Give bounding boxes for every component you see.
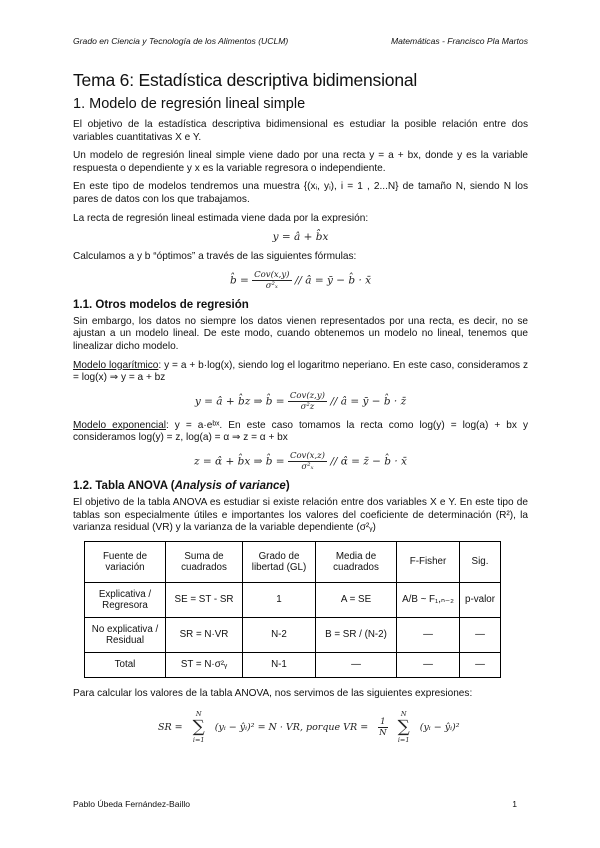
sigma-glyph: ∑ <box>192 717 205 738</box>
section-1-paragraph-4: La recta de regresión lineal estimada viene dada por la expresión: <box>73 212 369 224</box>
eq4-fraction <box>288 451 327 472</box>
section-1-1-heading: 1.1. Otros modelos de regresión <box>73 298 249 311</box>
table-header-cell: Sig. <box>460 541 501 582</box>
anova-table <box>84 541 501 678</box>
sum-upper-limit: N <box>400 710 407 719</box>
section-1-1-paragraph-1: Sin embargo, los datos no siempre los datos vienen representados por una recta, es decir, no se ajustan a un modelo lineal. De este modo, cuando obtenemos un modelo no lineal, tenemos que linealizar dicho modelo. <box>73 315 528 352</box>
vr-denominator: N <box>379 728 387 739</box>
page-content <box>73 70 528 745</box>
summation-symbol <box>398 710 410 745</box>
footer-author: Pablo Úbeda Fernández-Baillo <box>73 799 191 809</box>
table-cell: Total <box>85 652 166 677</box>
header-course: Grado en Ciencia y Tecnología de los Alimentos (UCLM) <box>73 36 289 46</box>
log-model-paragraph <box>73 360 528 385</box>
eq2-left: b̂ = <box>229 274 249 287</box>
page-number: 1 <box>512 799 517 809</box>
exp-model-paragraph <box>73 420 528 445</box>
log-model-label: Modelo logarítmico <box>73 359 159 371</box>
eq2-fraction <box>252 270 291 291</box>
table-cell: 1 <box>243 582 316 617</box>
vr-numerator: 1 <box>380 717 386 728</box>
table-header-cell: Suma de cuadrados <box>166 541 243 582</box>
table-row <box>85 652 501 677</box>
table-cell: — <box>397 617 460 652</box>
table-cell: A = SE <box>316 582 397 617</box>
heading-part-b: Analysis of variance <box>174 479 286 492</box>
eq4-left: z = α̂ + b̂x ⇒ b̂ = <box>194 455 285 468</box>
section-1-paragraph-1: El objetivo de la estadística descriptiva bidimensional es estudiar la posible relación entre dos variables cuantitativas X e Y. <box>73 119 528 143</box>
eq3-numerator: Cov(z,y) <box>289 390 325 401</box>
table-cell: SR = N·VR <box>166 617 243 652</box>
table-cell: ST = N·σ²ᵧ <box>166 652 243 677</box>
sigma-glyph: ∑ <box>397 717 410 738</box>
table-cell: — <box>460 617 501 652</box>
table-cell: SE = ST - SR <box>166 582 243 617</box>
vr-fraction-wrap <box>378 717 387 738</box>
exp-model-label: Modelo exponencial <box>73 419 166 431</box>
table-header-cell: Media de cuadrados <box>316 541 397 582</box>
sum-1-body: (yᵢ − ŷᵢ)² = N · VR, porque VR = <box>214 722 369 734</box>
eq3-left: y = â + b̂z ⇒ b̂ = <box>194 395 285 408</box>
table-cell: — <box>460 652 501 677</box>
exp-model-equation <box>73 451 528 472</box>
section-1-paragraph-5: Calculamos a y b “óptimos” a través de las siguientes fórmulas: <box>73 251 357 263</box>
table-cell: N-2 <box>243 617 316 652</box>
table-cell: p-valor <box>460 582 501 617</box>
section-1-2-paragraph-2: Para calcular los valores de la tabla ANOVA, nos servimos de las siguientes expresiones: <box>73 687 473 699</box>
section-1-paragraph-3: En este tipo de modelos tendremos una muestra {(xᵢ, yᵢ), i = 1 , 2...N} de tamaño N, siendo N los pares de datos con los que trabajamos. <box>73 181 528 205</box>
table-cell: Explicativa / Regresora <box>85 582 166 617</box>
heading-part-c: ) <box>285 479 290 492</box>
table-cell: No explicativa / Residual <box>85 617 166 652</box>
heading-part-a: 1.2. Tabla ANOVA ( <box>73 479 175 492</box>
table-header-cell: F-Fisher <box>397 541 460 582</box>
table-cell: B = SR / (N-2) <box>316 617 397 652</box>
log-model-equation <box>73 391 528 412</box>
table-cell: — <box>316 652 397 677</box>
eq2-denominator: σ²ₓ <box>265 280 278 291</box>
eq3-denominator: σ²z <box>300 401 315 412</box>
anova-expressions <box>158 710 528 745</box>
anova-header-row <box>85 541 501 582</box>
eq2-right: // â = ȳ − b̂ · x̄ <box>294 274 372 287</box>
page-title: Tema 6: Estadística descriptiva bidimensional <box>73 70 418 90</box>
section-1-paragraph-2: Un modelo de regresión lineal simple viene dado por una recta y = a + bx, donde y es la variable respuesta o dependiente y x es la variable regresora o independiente. <box>73 150 528 174</box>
eq4-denominator: σ²ₓ <box>301 461 314 472</box>
eq4-numerator: Cov(x,z) <box>289 450 325 461</box>
exp-model-text: : y = a·eᵇˣ. En este caso tomamos la recta como log(y) = log(a) + bx y consideramos log(y) = z, log(a) = α ⇒ z = α + bx <box>73 419 528 444</box>
eq3-fraction <box>288 391 327 412</box>
sum-2-body: (yᵢ − ŷᵢ)² <box>419 722 460 734</box>
summation-symbol <box>193 710 205 745</box>
sum-upper-limit: N <box>195 710 202 719</box>
section-1-2-paragraph-1: El objetivo de la tabla ANOVA es estudiar si existe relación entre dos variables X e Y. En este tipo de tablas son especialmente útiles e importantes los valores del coeficiente de determinación (R²), la varianza residual (VR) y la varianza de la variable dependiente (σ²ᵧ) <box>73 496 528 534</box>
table-cell: A/B ~ F₁,ₙ₋₂ <box>397 582 460 617</box>
eq2-numerator: Cov(x,y) <box>254 269 290 280</box>
sum-lower-limit: i=1 <box>192 736 205 745</box>
eq3-right: // â = ȳ − b̂ · z̄ <box>330 395 407 408</box>
vr-fraction <box>378 717 387 738</box>
table-row <box>85 617 501 652</box>
eq4-right: // α̂ = z̄ − b̂ · x̄ <box>330 455 407 468</box>
section-1-heading: 1. Modelo de regresión lineal simple <box>73 96 306 112</box>
log-model-text: : y = a + b·log(x), siendo log el logaritmo neperiano. En este caso, consideramos z = log(x) ⇒ y = a + bz <box>73 359 529 384</box>
table-cell: — <box>397 652 460 677</box>
regression-line-equation: y = â + b̂x <box>272 231 329 244</box>
sr-label: SR = <box>158 722 183 734</box>
sum-lower-limit: i=1 <box>397 736 410 745</box>
table-row <box>85 582 501 617</box>
coefficient-formulas <box>73 270 528 291</box>
section-1-2-heading <box>73 480 528 492</box>
table-cell: N-1 <box>243 652 316 677</box>
header-subject: Matemáticas - Francisco Pla Martos <box>390 36 528 46</box>
table-header-cell: Grado de libertad (GL) <box>243 541 316 582</box>
table-header-cell: Fuente de variación <box>85 541 166 582</box>
